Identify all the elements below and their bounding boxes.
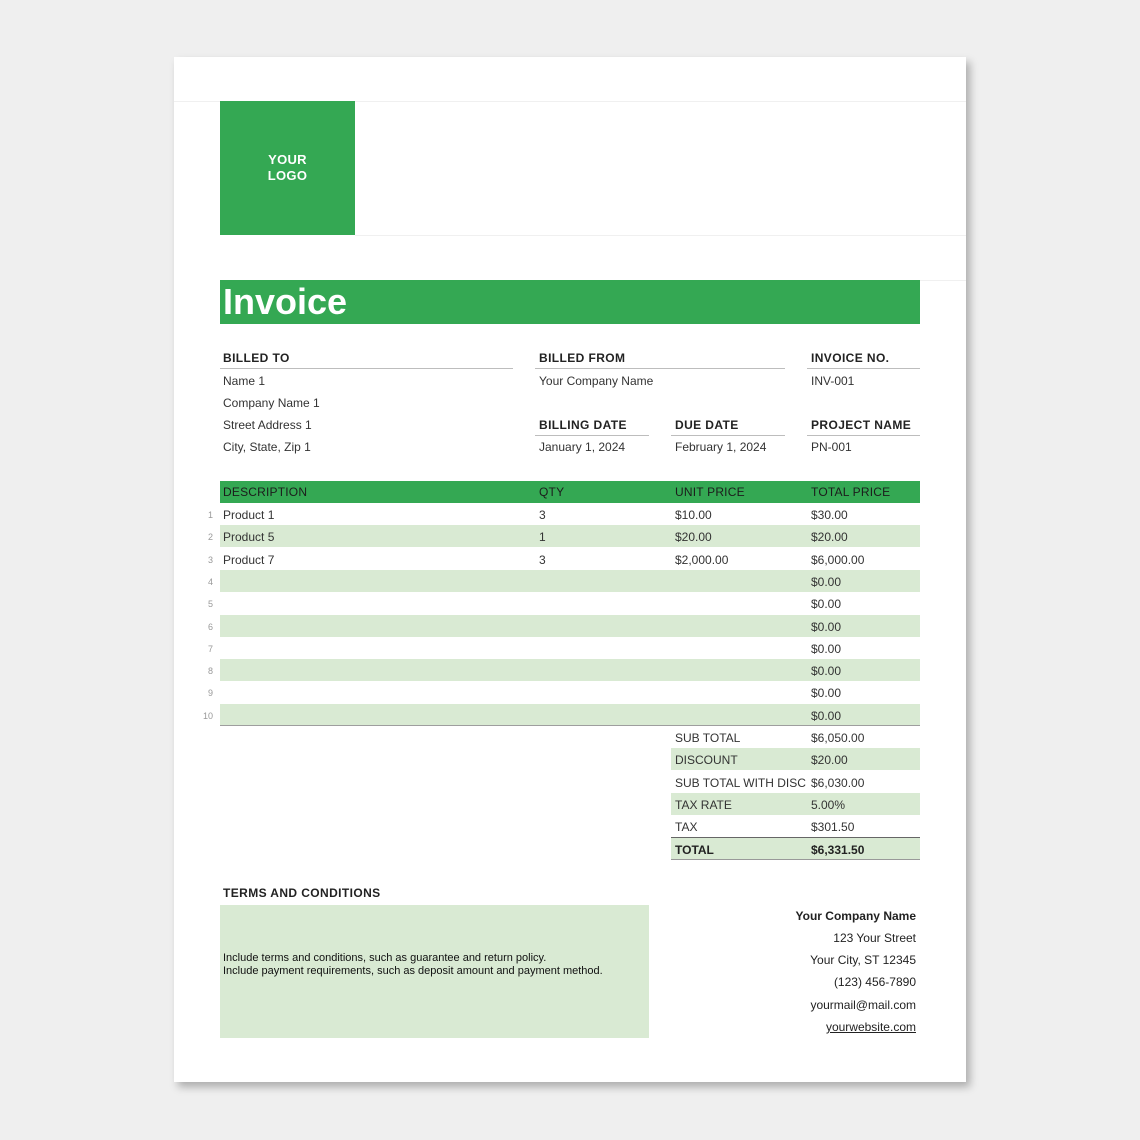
- company-name: Your Company Name: [795, 909, 916, 923]
- totals-row: [671, 748, 920, 770]
- cell-total-price: $0.00: [811, 664, 842, 678]
- totals-label: SUB TOTAL WITH DISC: [675, 776, 806, 790]
- terms-text: [223, 952, 603, 978]
- divider: [671, 435, 785, 436]
- row-number: 4: [207, 577, 213, 587]
- billed-from-value[interactable]: Your Company Name: [539, 374, 654, 388]
- billed-to-company[interactable]: Company Name 1: [223, 396, 320, 410]
- company-phone: (123) 456-7890: [833, 975, 916, 989]
- row-number: 1: [207, 510, 213, 520]
- due-date-label: DUE DATE: [675, 418, 739, 432]
- logo-text-line1: YOUR: [268, 152, 307, 167]
- table-row[interactable]: [220, 570, 920, 592]
- cell-qty: 1: [539, 530, 546, 544]
- total-bottom-border: [671, 859, 920, 860]
- totals-row: [671, 726, 920, 748]
- cell-total-price: $0.00: [811, 686, 842, 700]
- divider: [535, 368, 785, 369]
- cell-total-price: $0.00: [811, 709, 842, 723]
- totals-label: TAX: [675, 820, 698, 834]
- totals-value[interactable]: $20.00: [811, 753, 848, 767]
- billed-to-street[interactable]: Street Address 1: [223, 418, 312, 432]
- table-row[interactable]: [220, 681, 920, 703]
- company-city: Your City, ST 12345: [810, 953, 916, 967]
- row-number: 6: [207, 622, 213, 632]
- cell-total-price: $6,000.00: [811, 553, 865, 567]
- due-date-value[interactable]: February 1, 2024: [675, 440, 767, 454]
- terms-line2: Include payment requirements, such as deposit amount and payment method.: [223, 965, 603, 977]
- invoice-no-label: INVOICE NO.: [811, 351, 890, 365]
- totals-row: [671, 771, 920, 793]
- totals-value[interactable]: $6,331.50: [811, 843, 865, 857]
- cell-unit-price: $10.00: [675, 508, 712, 522]
- cell-total-price: $0.00: [811, 597, 842, 611]
- invoice-no-value[interactable]: INV-001: [811, 374, 855, 388]
- table-row[interactable]: [220, 637, 920, 659]
- totals-value[interactable]: $6,050.00: [811, 731, 865, 745]
- table-row[interactable]: [220, 659, 920, 681]
- cell-qty: 3: [539, 508, 546, 522]
- cell-total-price: $0.00: [811, 642, 842, 656]
- cell-description: Product 1: [223, 508, 275, 522]
- col-header-unit-price: UNIT PRICE: [675, 485, 745, 499]
- totals-row: [671, 815, 920, 837]
- totals-label: DISCOUNT: [675, 753, 738, 767]
- billed-from-label: BILLED FROM: [539, 351, 626, 365]
- table-row[interactable]: [220, 592, 920, 614]
- items-table-header: [220, 481, 920, 503]
- col-header-description: DESCRIPTION: [223, 485, 308, 499]
- billing-date-value[interactable]: January 1, 2024: [539, 440, 626, 454]
- billing-date-label: BILLING DATE: [539, 418, 627, 432]
- totals-label: SUB TOTAL: [675, 731, 741, 745]
- cell-unit-price: $2,000.00: [675, 553, 729, 567]
- cell-total-price: $30.00: [811, 508, 848, 522]
- cell-unit-price: $20.00: [675, 530, 712, 544]
- billed-to-name[interactable]: Name 1: [223, 374, 266, 388]
- row-number: 10: [202, 711, 213, 721]
- total-divider: [671, 837, 920, 838]
- terms-line1: Include terms and conditions, such as guarantee and return policy.: [223, 952, 547, 964]
- row-number: 5: [207, 599, 213, 609]
- cell-total-price: $0.00: [811, 620, 842, 634]
- billed-to-label: BILLED TO: [223, 351, 290, 365]
- title-banner: [220, 280, 920, 324]
- row-number: 2: [207, 532, 213, 542]
- cell-description: Product 5: [223, 530, 275, 544]
- cell-total-price: $20.00: [811, 530, 848, 544]
- row-number: 7: [207, 644, 213, 654]
- row-number: 8: [207, 666, 213, 676]
- terms-box[interactable]: [220, 905, 649, 1038]
- company-website-link[interactable]: yourwebsite.com: [825, 1020, 916, 1034]
- totals-value[interactable]: 5.00%: [811, 798, 846, 812]
- col-header-total-price: TOTAL PRICE: [811, 485, 891, 499]
- terms-label: TERMS AND CONDITIONS: [223, 886, 381, 900]
- project-name-value[interactable]: PN-001: [811, 440, 852, 454]
- logo-placeholder[interactable]: [220, 101, 355, 235]
- row-number: 3: [207, 555, 213, 565]
- divider: [220, 368, 513, 369]
- company-email[interactable]: yourmail@mail.com: [810, 998, 916, 1012]
- table-row[interactable]: [220, 525, 920, 547]
- cell-qty: 3: [539, 553, 546, 567]
- totals-row: [671, 838, 920, 860]
- company-street: 123 Your Street: [833, 931, 916, 945]
- divider: [807, 368, 920, 369]
- totals-label: TOTAL: [675, 843, 714, 857]
- logo-text-line2: LOGO: [267, 168, 308, 183]
- divider: [807, 435, 920, 436]
- table-row[interactable]: [220, 548, 920, 570]
- totals-label: TAX RATE: [675, 798, 732, 812]
- gridline: [355, 235, 966, 236]
- totals-value[interactable]: $301.50: [811, 820, 855, 834]
- table-row[interactable]: [220, 704, 920, 726]
- totals-value[interactable]: $6,030.00: [811, 776, 865, 790]
- invoice-title: Invoice: [223, 281, 348, 322]
- totals-row: [671, 793, 920, 815]
- project-name-label: PROJECT NAME: [811, 418, 912, 432]
- col-header-qty: QTY: [539, 485, 565, 499]
- divider: [535, 435, 649, 436]
- row-number: 9: [207, 688, 213, 698]
- billed-to-city[interactable]: City, State, Zip 1: [223, 440, 311, 454]
- cell-total-price: $0.00: [811, 575, 842, 589]
- table-row[interactable]: [220, 503, 920, 525]
- table-row[interactable]: [220, 615, 920, 637]
- cell-description: Product 7: [223, 553, 275, 567]
